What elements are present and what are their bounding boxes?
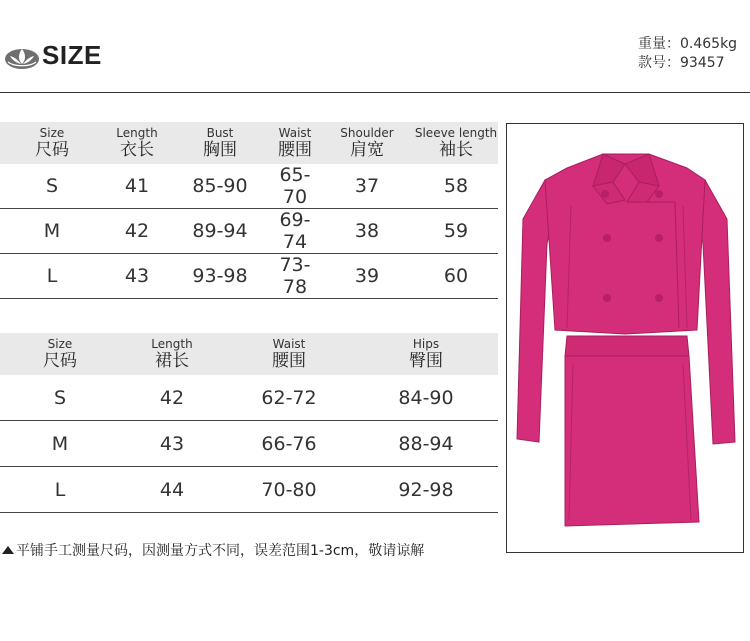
table-cell: 42: [120, 375, 224, 421]
triangle-icon: [2, 546, 14, 554]
product-photo: [506, 123, 744, 553]
skirt-size-table: [0, 333, 498, 513]
table-cell: 43: [120, 421, 224, 467]
column-header-length: Length 裙长: [120, 333, 224, 375]
table-row: [0, 209, 498, 254]
column-header-waist: Waist 腰围: [270, 122, 320, 164]
table-cell: 93-98: [170, 254, 270, 299]
table-cell: L: [0, 254, 104, 299]
table-cell: 85-90: [170, 164, 270, 209]
table-cell: 89-94: [170, 209, 270, 254]
table-cell: 38: [320, 209, 414, 254]
table-cell: 59: [414, 209, 498, 254]
table-cell: 73-78: [270, 254, 320, 299]
table-cell: 42: [104, 209, 170, 254]
product-meta: [638, 35, 737, 73]
table-cell: S: [0, 375, 120, 421]
table-cell: 65-70: [270, 164, 320, 209]
column-header-shoulder: Shoulder 肩宽: [320, 122, 414, 164]
measurement-note-text: 平铺手工测量尺码，因测量方式不同，误差范围1-3cm，敬请谅解: [16, 543, 425, 559]
column-header-sleeve-length: Sleeve length 袖长: [414, 122, 498, 164]
table-row: [0, 164, 498, 209]
header-divider: [0, 92, 750, 93]
table-row: [0, 254, 498, 299]
table-cell: 69-74: [270, 209, 320, 254]
table-cell: 37: [320, 164, 414, 209]
column-header-size: Size 尺码: [0, 122, 104, 164]
item-number-label: 款号：93457: [638, 55, 725, 71]
table-cell: 70-80: [224, 467, 354, 513]
table-cell: 66-76: [224, 421, 354, 467]
jacket-size-table: [0, 122, 498, 299]
size-heading: SIZE: [42, 40, 102, 70]
table-cell: 43: [104, 254, 170, 299]
measurement-note: [2, 540, 424, 560]
page-header: [0, 0, 750, 95]
table-cell: L: [0, 467, 120, 513]
column-header-waist: Waist 腰围: [224, 333, 354, 375]
table-cell: M: [0, 421, 120, 467]
table-cell: 84-90: [354, 375, 498, 421]
table-row: [0, 375, 498, 421]
weight-label: 重量：0.465kg: [638, 36, 738, 52]
table-cell: 44: [120, 467, 224, 513]
table-cell: 41: [104, 164, 170, 209]
table-header-row: [0, 122, 498, 164]
table-header-row: [0, 333, 498, 375]
column-header-hips: Hips 臀围: [354, 333, 498, 375]
table-row: [0, 467, 498, 513]
column-header-length: Length 衣长: [104, 122, 170, 164]
table-cell: S: [0, 164, 104, 209]
table-cell: 92-98: [354, 467, 498, 513]
table-row: [0, 421, 498, 467]
column-header-size: Size 尺码: [0, 333, 120, 375]
column-header-bust: Bust 胸围: [170, 122, 270, 164]
table-cell: 58: [414, 164, 498, 209]
table-cell: 88-94: [354, 421, 498, 467]
lotus-logo-icon: [4, 44, 40, 70]
table-cell: 62-72: [224, 375, 354, 421]
jacket-skirt-illustration: [507, 124, 743, 552]
table-cell: 60: [414, 254, 498, 299]
table-cell: 39: [320, 254, 414, 299]
table-cell: M: [0, 209, 104, 254]
